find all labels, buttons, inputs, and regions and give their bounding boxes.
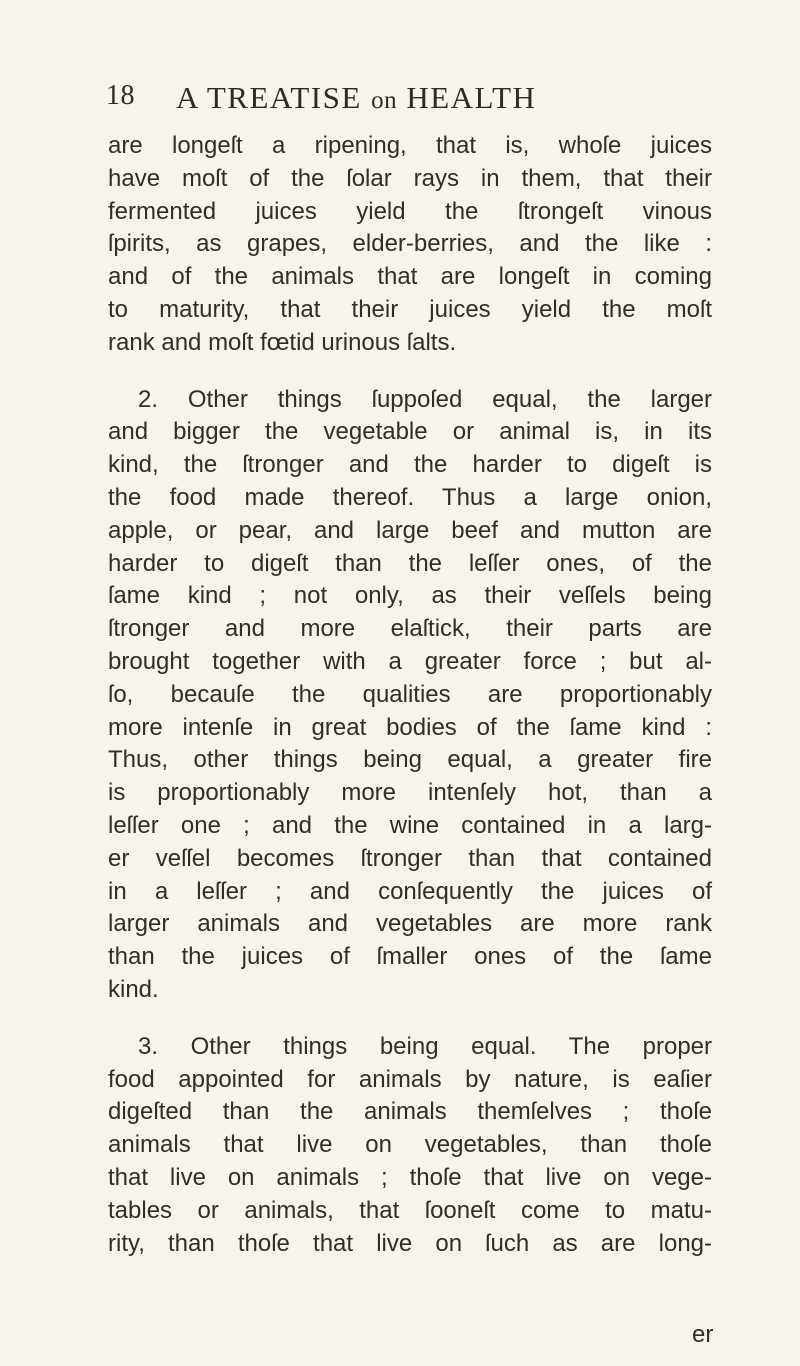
text-line: animals that live on vegetables, than thoſe [108,1131,712,1159]
text-line: tables or animals, that ſooneſt come to matu- [108,1196,712,1224]
text-line: er veſſel becomes ſtronger than that contained [108,844,712,872]
text-line: larger animals and vegetables are more rank [108,910,712,938]
text-line: fermented juices yield the ſtrongeſt vinous [108,197,712,225]
paragraph-gap [108,1007,712,1031]
text-line: are longeſt a ripening, that is, whoſe juices [108,132,712,159]
text-line: apple, or pear, and large beef and mutton are [108,516,712,544]
text-line: ſpirits, as grapes, elder-berries, and the like : [108,230,712,258]
text-line: and bigger the vegetable or animal is, in its [108,418,712,446]
text-line: brought together with a greater force ; but al- [108,647,712,675]
text-line: kind. [108,975,159,1003]
text-line: harder to digeſt than the leſſer ones, of the [108,549,712,577]
text-line: more intenſe in great bodies of the ſame kind : [108,713,712,741]
text-line: in a leſſer ; and conſequently the juices of [108,877,712,905]
text-line: to maturity, that their juices yield the moſt [108,295,712,323]
text-line: rank and moſt fœtid urinous ſalts. [108,328,457,356]
paragraph-1 [108,130,712,360]
paragraph-2 [108,384,712,1007]
body-text [108,130,712,1260]
text-line: ſame kind ; not only, as their veſſels being [108,582,712,610]
text-line: is proportionably more intenſely hot, than a [108,779,712,807]
text-line: rity, than thoſe that live on ſuch as are long- [108,1229,712,1257]
text-line: the food made thereof. Thus a large onion, [108,483,712,511]
page-number: 18 [106,80,135,111]
page-header [106,80,706,130]
text-line: and of the animals that are longeſt in coming [108,263,712,291]
catchword: er [692,1321,714,1348]
paragraph-gap [108,360,712,384]
paragraph-3 [108,1031,712,1261]
running-title-on: on [371,87,398,114]
text-line: ſo, becauſe the qualities are proportionably [108,680,712,708]
text-line: digeſted than the animals themſelves ; thoſe [108,1098,712,1126]
text-line: food appointed for animals by nature, is eaſier [108,1065,712,1093]
text-line: Thus, other things being equal, a greater fire [108,746,712,774]
text-line: ſtronger and more elaſtick, their parts are [108,615,712,643]
text-line: 2. Other things ſuppoſed equal, the larger [138,385,712,413]
running-title-part1: A TREATISE [176,80,362,115]
running-title [176,80,536,116]
text-line: 3. Other things being equal. The proper [138,1032,712,1060]
text-line: leſſer one ; and the wine contained in a larg- [108,811,712,839]
text-line: have moſt of the ſolar rays in them, that their [108,164,712,192]
running-title-part2: HEALTH [406,80,537,115]
text-line: that live on animals ; thoſe that live on vege- [108,1163,712,1191]
text-line: kind, the ſtronger and the harder to digeſt is [108,451,712,479]
text-line: than the juices of ſmaller ones of the ſame [108,943,712,971]
